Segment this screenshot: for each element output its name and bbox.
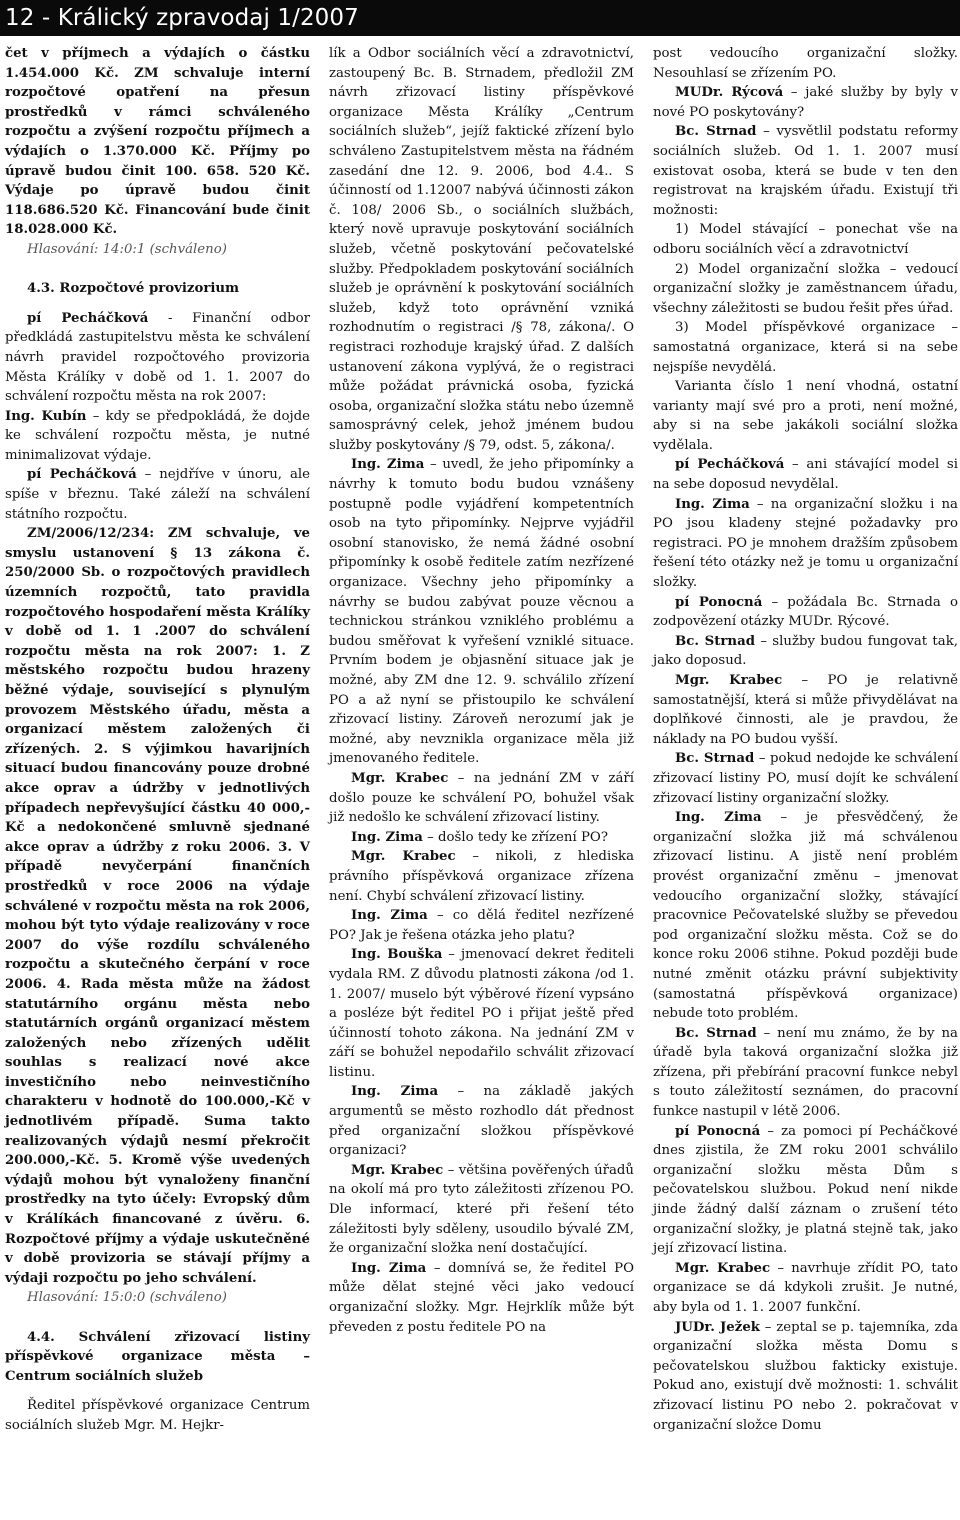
statement: [653, 1318, 958, 1436]
statement-text: – na organizační složku i na PO jsou kladeny stejné požadavky pro registraci. PO je mnohem dražším způsobem řešení této otázky než je tomu u organizační složky.: [653, 496, 958, 591]
speaker-name: Bc. Strnad: [675, 1025, 757, 1041]
statement: [329, 1082, 634, 1160]
speaker-name: Ing. Kubín: [5, 408, 87, 424]
statement-text: – ani stávající model si na sebe doposud nevydělal.: [653, 457, 958, 493]
statement-text: – za pomoci pí Pecháčkové dnes zjistila, že ZM roku 2001 schválilo organizační složku města Dům s pečovatelskou službou. Pokud není nikde jinde žádný další záznam o zrušení této organizační složky, je platná stejně tak, jako její zřizovací listina.: [653, 1123, 959, 1257]
statement-text: – došlo tedy ke zřízení PO?: [422, 829, 608, 845]
statement-text: - Finanční odbor předkládá zastupitelstvu města ke schválení návrh pravidel rozpočtového provizoria Města Králíky v době od 1. 1. 2007 do schválení rozpočtu města na rok 2007:: [5, 310, 310, 405]
statement-text: – je přesvědčený, že organizační složka již má schválenou zřizovací listinu. A jistě není problém provést organizační změnu – jmenovat vedoucího organizační složky, stávající pracovnice Pečovatelské služby se převedou pod organizační složku města. Což se do konce roku 2006 stihne. Pokud později bude nutné změnit otázku právní subjektivity (samostatná příspěvková organizace) nebude toto problém.: [653, 810, 958, 1022]
resolution-text: ZM/2006/12/234: ZM schvaluje, ve smyslu ustanovení § 13 zákona č. 250/2000 Sb. o rozpočtových pravidlech územních rozpočtů, tato pravidla rozpočtového hospodaření města Králíky v době od 1. 1 .2007 do schválení rozpočtu města na rok 2007: 1. Z městského rozpočtu budou hrazeny běžné výdaje, související s plynulým provozem Městského úřadu, města a organizací městem založených či zřízených. 2. S výjimkou havarijních situací budou financovány pouze drobné akce oprav a údržby v jednotlivých případech nepřevyšující částku 40 000,- Kč a nedokončené smluvně sjednané akce oprav a údržby z roku 2006. 3. V případě nevyčerpání finančních prostředků v roce 2006 na výdaje schválené v rozpočtu města na rok 2006, mohou být tyto výdaje realizovány v roce 2007 do výše rozdílu schváleného rozpočtu a skutečného čerpání v roce 2006. 4. Rada města může na žádost statutárního orgánu města nebo statutárních orgánů organizací městem založených nebo zřízených udělit souhlas s realizací nové akce investičního nebo neinvestičního charakteru v hodnotě do 100.000,-Kč v jednotlivém případě. Suma takto realizovaných výdajů nesmí překročit 200.000,-Kč. 5. Kromě výše uvedených výdajů mohou být vynaloženy finanční prostředky na tyto účely: Evropský dům v Králíkách financované z úvěru. 6. Rozpočtové příjmy a výdaje uskutečněné v době provizoria se stávají příjmy a výdaji rozpočtu po jeho schválení.: [5, 526, 310, 1286]
statement-text: – na základě jakých argumentů se město rozhodlo dát přednost před organizační složkou příspěvkové organizaci?: [329, 1084, 634, 1159]
speaker-name: Mgr. Krabec: [351, 770, 449, 786]
page-title: 12 - Králický zpravodaj 1/2007: [5, 5, 359, 31]
statement: [653, 1259, 958, 1318]
statement-text: – kdy se předpokládá, že dojde ke schválení rozpočtu města, je nutné minimalizovat výdaje.: [5, 408, 310, 463]
statement: [329, 828, 634, 848]
speaker-name: Mgr. Krabec: [675, 1260, 771, 1276]
statement: [5, 407, 310, 466]
statement: [653, 593, 958, 632]
section-heading: 4.4. Schválení zřizovací listiny příspěvkové organizace města – Centrum sociálních služeb: [5, 1329, 310, 1384]
speaker-name: Ing. Zima: [351, 457, 425, 473]
budget-text: čet v příjmech a výdajích o částku 1.454.000 Kč. ZM schvaluje interní rozpočtové opatření na přesun prostředků v rámci schváleného rozpočtu a zvýšení rozpočtu příjmech a výdajích o 1.370.000 Kč. Příjmy po úpravě budou činit 100. 658. 520 Kč. Výdaje po úpravě budou činit 118.686.520 Kč. Financování bude činit 18.028.000 Kč.: [5, 46, 310, 238]
statement: [653, 671, 958, 749]
statement: [329, 455, 634, 769]
column-3: [653, 44, 958, 1435]
statement: [329, 1161, 634, 1259]
spacer: [5, 1308, 310, 1328]
option-item: 2) Model organizační složka – vedoucí organizační složky je zaměstnancem úřadu, všechny záležitosti se budou řešit přes úřad.: [653, 261, 958, 316]
spacer: [5, 299, 310, 309]
statement-text: – požádala Bc. Strnada o zodpovězení otázky MUDr. Rýcové.: [653, 594, 959, 630]
statement: [653, 495, 958, 593]
speaker-name: Ing. Zima: [351, 1084, 439, 1100]
statement: [653, 808, 958, 1024]
spacer: [5, 260, 310, 280]
speaker-name: Bc. Strnad: [675, 633, 756, 649]
statement-text: – zeptal se p. tajemníka, zda organizační složka města Domu s pečovatelskou službou fakticky existuje. Pokud ano, existují dvě možnosti: 1. schválit zřizovací listinu PO nebo 2. pokračovat v organizační složce Domu: [653, 1319, 959, 1433]
vote-result: Hlasování: 14:0:1 (schváleno): [27, 241, 227, 257]
speaker-name: JUDr. Ježek: [675, 1319, 760, 1335]
statement-text: – většina pověřených úřadů na okolí má pro tyto záležitosti zřízenou PO. Dle informací, které při řešení této záležitosti byly sděleny, usoudilo bývalé ZM, že organizační složka není dostačující.: [329, 1162, 634, 1257]
statement-text: – vysvětlil podstatu reformy sociálních služeb. Od 1. 1. 2007 musí existovat osoba, která se bude v ten den registrovat na krajském úřadu. Existují tři možnosti:: [653, 124, 958, 218]
spacer: [5, 1386, 310, 1396]
statement: [653, 749, 958, 808]
speaker-name: Bc. Strnad: [675, 751, 755, 767]
column-1: [5, 44, 310, 1436]
speaker-name: Ing. Zima: [351, 829, 423, 845]
paragraph: post vedoucího organizační složky. Nesouhlasí se zřízením PO.: [653, 46, 958, 81]
statement: [329, 906, 634, 945]
statement-text: – PO je relativně samostatnější, která si může přivydělávat na doplňkové činnosti, ale je pravdou, že náklady na PO budou vyšší.: [653, 673, 959, 747]
statement-text: – nejdříve v únoru, ale spíše v březnu. Také záleží na schválení státního rozpočtu.: [5, 467, 310, 522]
speaker-name: pí Pecháčková: [27, 467, 137, 483]
speaker-name: Ing. Zima: [351, 908, 428, 924]
statement: [5, 465, 310, 524]
statement-text: – služby budou fungovat tak, jako doposud.: [653, 633, 958, 669]
option-item: 3) Model příspěvkové organizace – samostatná organizace, která si na sebe nejspíše nevydělá.: [653, 320, 958, 375]
speaker-name: Ing. Zima: [675, 496, 750, 512]
statement: [653, 1122, 958, 1259]
speaker-name: Mgr. Krabec: [351, 849, 456, 865]
statement: [329, 1259, 634, 1337]
speaker-name: pí Ponocná: [675, 594, 763, 610]
page-header: [0, 0, 960, 36]
statement-text: – navrhuje zřídit PO, tato organizace se dá kdykoli zrušit. Je nutné, aby byla od 1. 1. 2007 funkční.: [653, 1260, 958, 1315]
speaker-name: Mgr. Krabec: [351, 1162, 444, 1178]
resolution: [5, 524, 310, 1288]
speaker-name: Bc. Strnad: [675, 124, 757, 140]
option-item: 1) Model stávající – ponechat vše na odboru sociálních věcí a zdravotnictví: [653, 222, 958, 257]
paragraph: Ředitel příspěvkové organizace Centrum sociálních služeb Mgr. M. Hejkr-: [5, 1398, 310, 1433]
statement-text: – nikoli, z hlediska právního příspěvková organizace zřízena není. Chybí schválení zřizovací listiny.: [329, 849, 634, 904]
speaker-name: Ing. Zima: [675, 810, 762, 826]
section-heading: 4.3. Rozpočtové provizorium: [27, 281, 240, 297]
statement: [653, 122, 958, 220]
column-2: [329, 44, 634, 1337]
statement: [653, 455, 958, 494]
statement-text: – domnívá se, že ředitel PO může dělat stejné věci jako vedoucí organizační složky. Mgr. Hejrklík může být převeden z postu ředitele PO na: [329, 1260, 634, 1335]
speaker-name: pí Ponocná: [675, 1123, 761, 1139]
speaker-name: Mgr. Krabec: [675, 673, 783, 688]
paragraph: [5, 44, 310, 240]
vote-result: Hlasování: 15:0:0 (schváleno): [27, 1290, 227, 1306]
statement: [653, 632, 958, 671]
statement-text: – co dělá ředitel nezřízené PO? Jak je řešena otázka jeho platu?: [329, 908, 635, 943]
speaker-name: Ing. Zima: [351, 1260, 427, 1276]
statement-text: – pokud nedojde ke schválení zřizovací listiny PO, musí dojít ke schválení zřizovací listiny organizační složky.: [653, 751, 958, 806]
statement: [329, 945, 634, 1082]
paragraph: lík a Odbor sociálních věcí a zdravotnictví, zastoupený Bc. B. Strnadem, předložil ZM návrh zřizovací listiny příspěvkové organizace Města Králíky „Centrum sociálních služeb“, jejíž faktické zřízení bylo schváleno Zastupitelstvem města na řádném zasedání dne 12. 9. 2006, bod 4.4.. S účinností od 1.12007 nabývá účinnosti zákon č. 108/ 2006 Sb., o sociálních službách, který nově upravuje poskytování sociálních služeb, včetně poskytování pečovatelské služby. Předpokladem poskytování sociálních služeb je oprávnění k poskytování sociálních služeb, když toto oprávnění vzniká rozhodnutím o registraci /§ 78, zákona/. O registraci rozhoduje krajský úřad. Z dalších ustanovení zákona vyplývá, že o registraci může požádat právnická osoba, fyzická osoba, organizační složka státu nebo územně samosprávný celek, jehož jménem budou služby poskytovány /§ 79, odst. 5, zákona/.: [329, 46, 634, 453]
statement-text: – jaké služby by byly v nové PO poskytovány?: [653, 85, 958, 120]
speaker-name: pí Pecháčková: [675, 457, 785, 473]
statement-text: – uvedl, že jeho připomínky a návrhy k tomuto bodu budou vznášeny postupně podle vyjádření kompetentních osob na tyto připomínky. Nejprve vyjádřil osobní stanovisko, že nemá žádné osobní připomínky k osobě ředitele zatím nezřízené organizace. Všechny jeho připomínky a návrhy se budou zabývat pouze věcnou a technickou stránkou vzniklého problému a budou směřovat k vyřešení vzniklé situace. Prvním bodem je objasnění situace jak je možné, aby ZM dne 12. 9. schválilo zřízení PO a až nyní se přistoupilo ke schválení zřizovací listiny. Zároveň nerozumí jak je možné, aby nevznikla organizace měla již jmenovaného ředitele.: [329, 457, 634, 767]
statement: [329, 847, 634, 906]
statement: [653, 1024, 958, 1122]
speaker-name: Ing. Bouška: [351, 947, 443, 963]
speaker-name: pí Pecháčková: [27, 310, 149, 326]
statement-text: – není mu známo, že by na úřadě byla taková organizační složka již zřízena, při přebírání pracovní funkce nebyl s touto záležitostí seznámen, do pracovní funkce nastupil v létě 2006.: [653, 1025, 958, 1120]
statement-text: – jmenovací dekret řediteli vydala RM. Z důvodu platnosti zákona /od 1. 1. 2007/ muselo být výběrové řízení vypsáno a posléze být ředitel PO i přijat ještě před účinností tohoto zákona. Na jednání ZM v září se bohužel nepodařilo schválit zřizovací listinu.: [329, 947, 634, 1080]
statement-text: – na jednání ZM v září došlo pouze ke schválení PO, bohužel však již nedošlo ke schválení zřizovací listiny.: [329, 770, 634, 826]
speaker-name: MUDr. Rýcová: [675, 85, 784, 101]
statement: [329, 769, 634, 828]
paragraph: Varianta číslo 1 není vhodná, ostatní varianty mají své pro a proti, není možné, aby si na sebe jakákoli sociální složka vydělala.: [653, 379, 958, 453]
statement: [5, 309, 310, 407]
statement: [653, 83, 958, 122]
